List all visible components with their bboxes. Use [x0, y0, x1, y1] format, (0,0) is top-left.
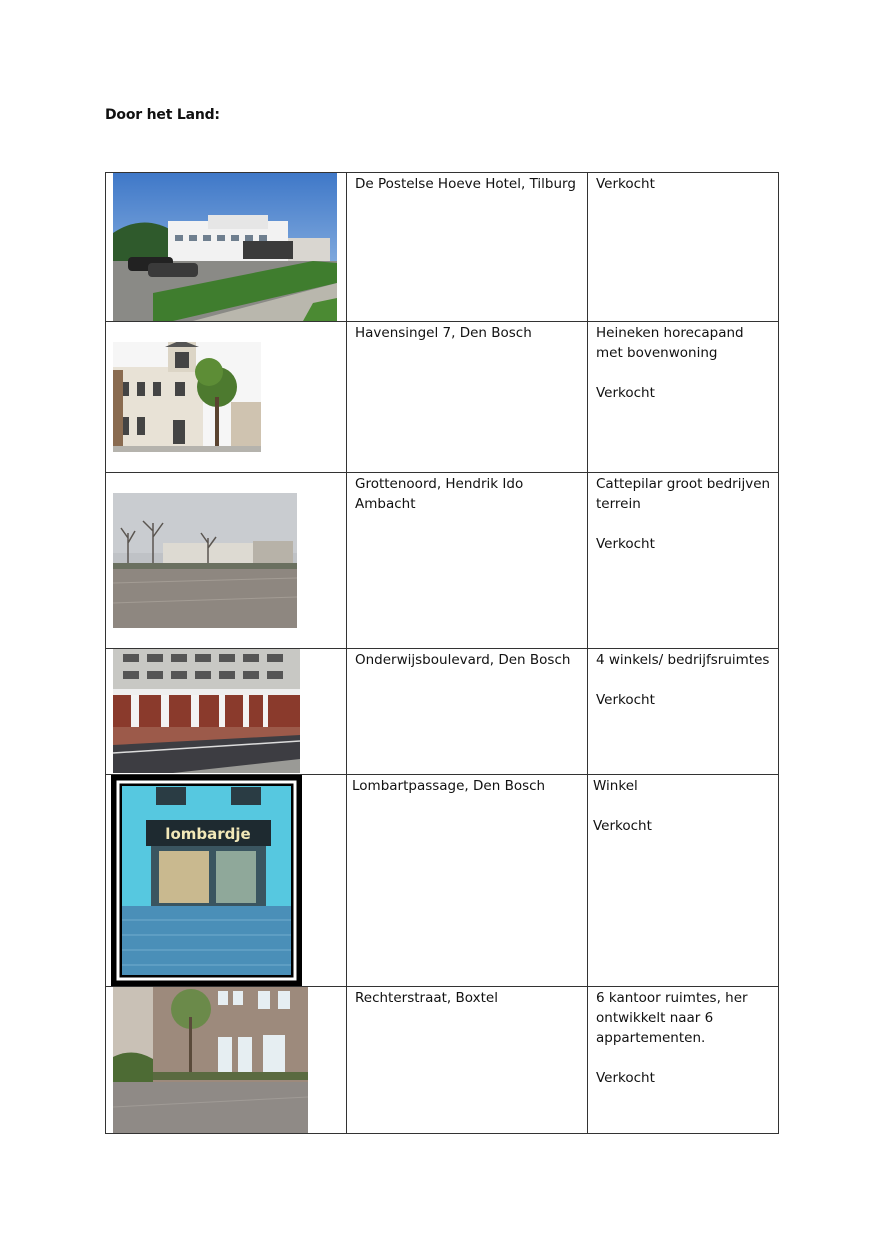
industrial-site-photo	[113, 493, 297, 628]
description-line: terrein	[596, 496, 641, 512]
description-line: ontwikkelt naar 6	[596, 1010, 714, 1026]
property-name: Grottenoord, Hendrik Ido Ambacht	[355, 476, 524, 512]
description-line: appartementen.	[596, 1030, 706, 1046]
shopfront-arcade-photo	[113, 649, 300, 773]
property-status: Verkocht	[593, 818, 652, 834]
table-row	[106, 473, 779, 649]
description-line: Cattepilar groot bedrijven	[596, 476, 771, 492]
property-status: Verkocht	[596, 536, 655, 552]
property-name: Onderwijsboulevard, Den Bosch	[355, 652, 571, 668]
property-status: Verkocht	[596, 692, 655, 708]
store-sign-text: lombardje	[165, 825, 251, 843]
office-building-photo	[113, 987, 308, 1133]
property-status: Verkocht	[596, 385, 655, 401]
table-row	[106, 322, 779, 473]
lombardje-store-photo	[111, 775, 302, 986]
page-heading: Door het Land:	[105, 107, 220, 123]
table-row	[106, 649, 779, 775]
property-name: Havensingel 7, Den Bosch	[355, 325, 532, 341]
description-line: Heineken horecapand	[596, 325, 744, 341]
table-row	[106, 173, 779, 322]
property-table	[105, 172, 779, 1134]
description-line: Winkel	[593, 778, 638, 794]
description-line: met bovenwoning	[596, 345, 718, 361]
property-status: Verkocht	[596, 1070, 655, 1086]
corner-building-photo	[113, 342, 261, 452]
description-line: 4 winkels/ bedrijfsruimtes	[596, 652, 770, 668]
property-name: Rechterstraat, Boxtel	[355, 990, 498, 1006]
property-name: De Postelse Hoeve Hotel, Tilburg	[355, 176, 576, 192]
hotel-photo	[113, 173, 337, 321]
property-name: Lombartpassage, Den Bosch	[352, 778, 546, 794]
table-row	[106, 987, 779, 1134]
property-status: Verkocht	[596, 176, 655, 192]
photo-cell	[106, 173, 347, 322]
table-row	[106, 775, 779, 987]
description-line: 6 kantoor ruimtes, her	[596, 990, 748, 1006]
